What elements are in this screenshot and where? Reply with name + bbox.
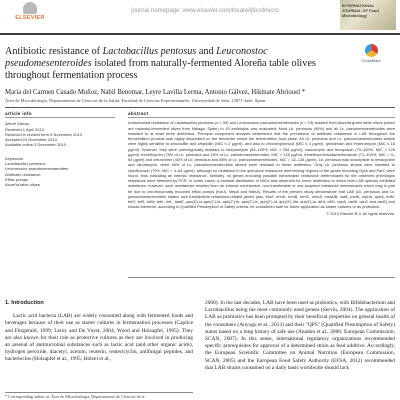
title-divider <box>5 107 395 108</box>
title-species-2: Leuconostoc pseudomesenteroides <box>5 46 268 69</box>
abstract-text: Antimicrobial resistance of Lactobacillus pentosus (n = 59) and Leuconostoc pseudomesenteroides (n = 13) isolated from Aloreña green table olives (which are naturally-fermented olives from Málaga, Spain) to 15 antibiotics was evaluated. Most Lb. pentosus (95%) and all Lc. pseudomesenteroides were resistant to at least three antibiotics. Principal component analysis determined that the prevalence of antibiotic resistance in LAB throughout the fermentation process was highly dependent on the fermenter where the fermentation took place. All Lb. pentosus and Lc. pseudomesenteroides strains were highly sensitive to amoxicillin and ampicillin (MIC ≤ 2 μg/ml), and also to chloramphenicol (MIC ≤ 4 μg/ml), gentamicin and erythromycin (MIC ≤ 16 μg/ml). However, they were phenotypically resistant to streptomycin (83–100%, MIC > 256 μg/ml), vancomycin and teicoplanin (70–100%, MIC > 128 μg/ml), trimethoprim (76% of Lb. pentosus and 15% of Lc. pseudomesenteroides; MIC > 128 μg/ml), trimethoprim/sulfamethoxazole (71–100%, MIC > 4–64 μg/ml) and cefuroxime (44% of Lb. pentosus and 85% of Lc. pseudomesenteroides, MIC = 32–128 μg/ml). Lb. pentosus was susceptible to tetracycline and clindamycin, while 46% of Lc. pseudomesenteroides strains were resistant to these antibiotics. Only Lb. pentosus strains were resistant to ciprofloxacin (70%, MIC = 4–64 μg/ml), although no mutations in the quinolone resistance determining regions of the genes encoding GyrA and ParC were found, thus indicating an intrinsic resistance. Similarly, no genes encoding possible transferable resistance determinants for the observed phenotypic resistance were detected by PCR. In some cases, a bimodal distribution of MICs was observed for some antibiotics to which both LAB species exhibited resistance; however, such resistances resulted from an intrinsic mechanism, non-transferable or non-acquired resistance determinants which may in part be due to chromosomally encoded efflux pumps (NorA, MepA and MdeA). Results of the present study demonstrate that LAB (Lb. pentosus and Lc. pseudomesenteroides strains lack transferable resistance-related genes (aac, blaZ, ermA, ermB, ermC, mecA, msrA/B, catA, mefA, mphA, aphA, tetM, tetO, tetS, tetW, tetK, tetL, aadE, aac(6’)-Ie-aph(2’)-Ia, aph(2’)-Ib, aph(2’)-Ic, aph(2’)-Id, aph(3’)-IIIa, ant(4’)-Ia, dfrA, dfrD, vanA, vanB, vanC and vanE) and should therefore, according to Qualified Presumption of Safety criteria, be considered safe for future application as starter cultures or as probiotics. <box>128 120 395 210</box>
history-item: Received in revised form 5 November 2013 <box>5 131 82 137</box>
section-heading: 1. Introduction <box>5 300 44 306</box>
history-item: Received 1 April 2013 <box>5 126 44 132</box>
article-info-heading: article info <box>5 111 115 118</box>
journal-homepage[interactable]: journal homepage: www.elsevier.com/locate/ijfoodmicro <box>131 8 279 14</box>
author-list: María del Carmen Casado Muñoz, Nabil Benomar, Leyre Lavilla Lerma, Antonio Gálvez, Hikmate Abriouel * <box>5 89 306 96</box>
publisher-name: ELSEVIER <box>15 15 45 21</box>
abstract-heading: abstract <box>128 111 395 118</box>
body-column-left <box>5 300 193 364</box>
cover-title: INTERNATIONAL JOURNAL OF Food Microbiology <box>342 3 379 18</box>
body-column-right <box>205 300 395 372</box>
tree-icon <box>23 2 37 14</box>
history-item: Available online 3 December 2013 <box>5 142 66 148</box>
article-title <box>5 46 335 82</box>
crossmark-badge[interactable] <box>356 44 386 63</box>
keyword: Leuconostoc pseudomesenteroides <box>5 166 69 172</box>
paragraph: 2000). In the last decades, LAB have been used as probiotics, with Bifidobacterium and Lactobacillus being the most commonly used genera (Servin, 2004). The application of LAB as probiotics has been prompted by their beneficial properties on general health of the consumers (Anyogu et al., 2013) and their "QPS" (Qualified Presumption of Safety) status based on a long history of safe use (Anadon et al., 2006; European Commission; SCAN, 2007). In this sense, international regulatory organizations recommended specific prerequisites for approval of a determined strain as feed additive. Accordingly, the European Scientific Committee on Animal Nutrition (European Commission, SCAN, 2005) and the European Food Safety Authority (EFSA, 2012) recommended that LAB strains consumed on a daily basis worldwide should lack <box>205 300 395 371</box>
copyright: © 2013 Elsevier B.V. All rights reserved. <box>326 210 395 216</box>
affiliation: Área de Microbiología, Departamento de Ciencias de la Salud, Facultad de Ciencias Experimentales, Universidad de Jaén, 23071-Jaén, Spain <box>5 98 266 103</box>
paragraph: Lactic acid bacteria (LAB) are widely consumed along with fermented foods and beverages because of their use as starter cultures in fermentation processes (Caplice and Fitzgerald, 1999; Leroy and De Vuyst, 2004; Wood and Holzapfel, 1995). They are also known for their role as protective cultures as they are involved in producing an arsenal of antimicrobial substances such as lactic acid (and other organic acids), hydrogen peroxide, diacetyl, acetoin, reuterin, reutericyclin, antifungal peptides, and bacteriocins (Holzapfel et al., 1995; Holzel et al., <box>5 313 193 363</box>
keyword: Antibiotic resistance <box>5 171 41 177</box>
abstract-divider <box>128 277 395 278</box>
history-item: Accepted 24 November 2013 <box>5 137 57 143</box>
crossmark-label: CrossMark <box>361 58 381 63</box>
keyword: Aloreña table olives <box>5 182 40 188</box>
crossmark-icon <box>365 44 378 57</box>
title-species-1: Lactobacillus pentosus <box>102 46 197 57</box>
title-part: and <box>196 46 217 57</box>
journal-cover <box>340 0 396 30</box>
title-part: isolated from naturally-fermented Aloreña table olives throughout fermentation process <box>5 58 316 81</box>
header-divider <box>0 33 400 35</box>
title-part: Antibiotic resistance of <box>5 46 103 57</box>
keyword: Efflux pumps <box>5 176 29 182</box>
keywords-label: Keywords: <box>5 155 24 161</box>
footnote: * Corresponding author at: Área de Microbiología, Departamento de Ciencias de la <box>5 392 193 399</box>
keyword: Lactobacillus pentosus <box>5 161 46 167</box>
abstract <box>128 111 395 216</box>
publisher-logo <box>6 2 54 24</box>
article-info <box>5 111 115 188</box>
history-label: Article history: <box>5 121 31 127</box>
